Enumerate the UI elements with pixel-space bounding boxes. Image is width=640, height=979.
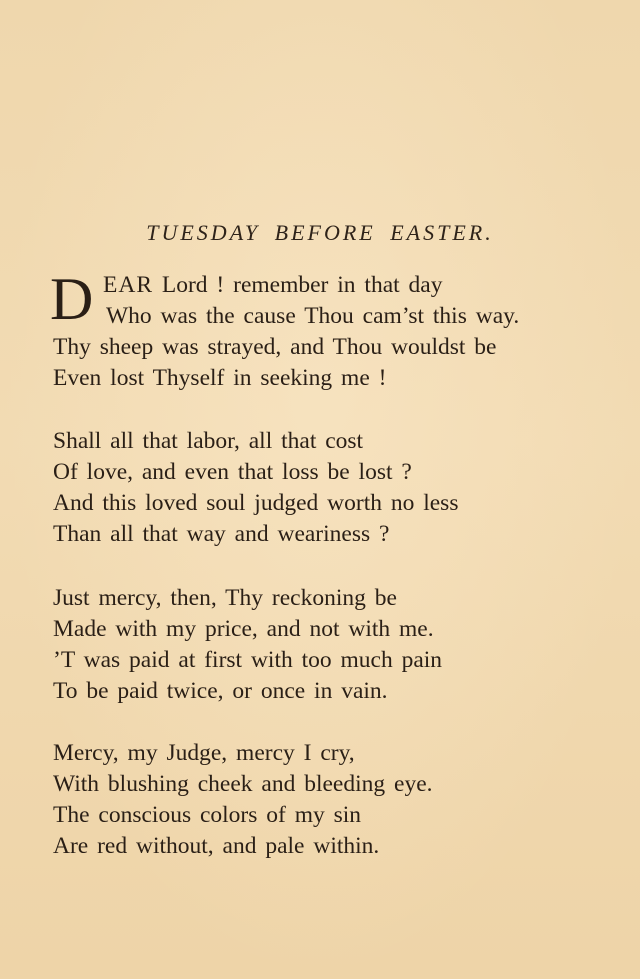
first-line-remainder: Lord ! remember in that day [153, 272, 443, 298]
stanza-4 [53, 738, 593, 862]
poem-line: ’T was paid at first with too much pain [53, 647, 443, 673]
poem-line: Of love, and even that loss be lost ? [53, 459, 412, 485]
stanza-3 [53, 583, 593, 707]
poem-title: TUESDAY BEFORE EASTER. [146, 220, 494, 245]
poem-line: Than all that way and weariness ? [53, 521, 390, 547]
poem-line-1 [103, 270, 442, 301]
poem-line: Are red without, and pale within. [53, 833, 380, 859]
poem-line: With blushing cheek and bleeding eye. [53, 771, 433, 797]
poem-line-2: Who was the cause Thou cam’st this way. [106, 303, 520, 329]
stanza-1-continued [53, 332, 593, 394]
poem-line: Made with my price, and not with me. [53, 616, 434, 642]
stanza-2 [53, 426, 593, 550]
poem-line: Mercy, my Judge, mercy I cry, [53, 740, 355, 766]
poem-line: Even lost Thyself in seeking me ! [53, 365, 387, 391]
first-word-small-caps: EAR [103, 272, 153, 298]
poem-line: The conscious colors of my sin [53, 802, 362, 828]
poem-line: Thy sheep was strayed, and Thou wouldst be [53, 334, 497, 360]
poem-line: Shall all that labor, all that cost [53, 428, 364, 454]
drop-cap-initial: D [50, 266, 94, 332]
poem-line: To be paid twice, or once in vain. [53, 678, 388, 704]
poem-line: Just mercy, then, Thy reckoning be [53, 585, 397, 611]
poem-line: And this loved soul judged worth no less [53, 490, 459, 516]
